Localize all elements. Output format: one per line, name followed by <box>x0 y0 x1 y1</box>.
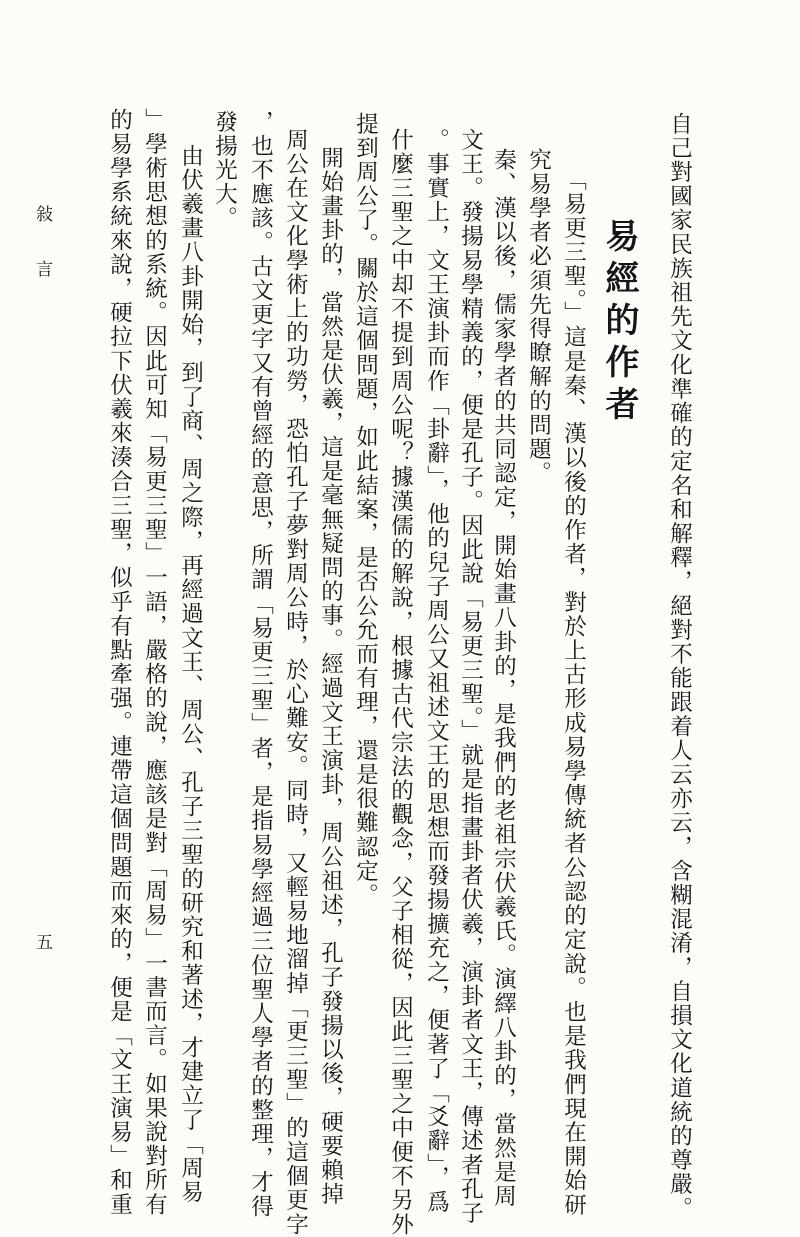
text-line-4: 文王。發揚易學精義的，便是孔子。因此說「易更三聖。」就是指畫卦者伏羲，演卦者文王，傳述者孔子 <box>457 128 484 1226</box>
text-line-13: 由伏羲畫八卦開始，到了商、周之際，再經過文王、周公、孔子三聖的研究和著述，才建立了「周易 <box>177 144 204 1205</box>
text-line-7: 什麼三聖之中却不提到周公呢？據漢儒的解說，根據古代宗法的觀念，父子相從，因此三聖之中便不另外 <box>387 128 414 1237</box>
page-number: 五 <box>36 933 53 953</box>
text-line-1: 自己對國家民族祖先文化準確的定名和解釋，絕對不能跟着人云亦云，含糊混淆，自損文化道統的尊嚴。 <box>666 112 693 1221</box>
text-line-2: 究易學者必須先得瞭解的問題。 <box>525 148 552 486</box>
text-line-3: 「易更三聖。」這是秦、漢以後的作者，對於上古形成易學傳統者公認的定說。也是我們現在開始研 <box>560 168 587 1218</box>
text-line-6: 。事實上，文王演卦而作「卦辭」，他的兒子周公又祖述文王的思想而發揚擴充之，便著了「爻辭」，爲 <box>423 128 450 1215</box>
text-line-9: 開始畫卦的，當然是伏羲，這是毫無疑問的事。經過文王演卦，周公祖述，孔子發揚以後，硬要賴掉 <box>317 146 344 1207</box>
running-head: 敍言 <box>32 205 52 315</box>
text-line-11: ，也不應該。古文更字又有曾經的意思，所謂「易更三聖」者，是指易學經過三位聖人學者的整理，才得 <box>247 110 274 1219</box>
section-title: 易經的作者 <box>599 218 639 428</box>
text-line-14: 」學術思想的系統。因此可知「易更三聖」一語，嚴格的說，應該是對「周易」一書而言。如果說對所有 <box>141 108 168 1217</box>
text-line-10: 周公在文化學術上的功勞，恐怕孔子夢對周公時，於心難安。同時，又輕易地溜掉「更三聖」的這個更字 <box>282 128 309 1237</box>
text-line-5: 秦、漢以後，儒家學者的共同認定，開始畫八卦的，是我們的老祖宗伏羲氏。演繹八卦的，當然是周 <box>490 148 517 1209</box>
text-line-15: 的易學系統來說，硬拉下伏羲來湊合三聖，似乎有點牽强。連帶這個問題而來的，便是「文王演易」和重 <box>106 108 133 1217</box>
text-line-12: 發揚光大。 <box>211 110 238 231</box>
text-line-8: 提到周公了。關於這個問題，如此結案，是否公允而有理，還是很難認定。 <box>352 112 379 908</box>
